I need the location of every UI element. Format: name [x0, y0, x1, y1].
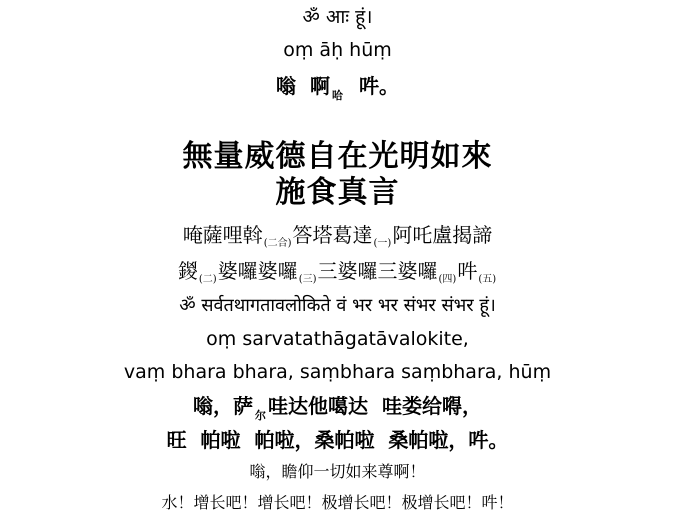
mantra-traditional-line-1	[0, 225, 675, 249]
translation-line-2: 水！增长吧！增长吧！极增长吧！极增长吧！吽！	[161, 493, 514, 512]
mantra-transliteration-line-2: vaṃ bhara bhara, saṃbhara saṃbhara, hūṃ	[123, 361, 552, 383]
mantra-text: 婆囉婆囉	[217, 259, 298, 283]
title-line-2: 施食真言	[275, 175, 400, 210]
mantra-text: 鍐	[177, 259, 198, 283]
mantra-text: 吽	[457, 259, 478, 283]
mantra-note: (二)	[198, 274, 217, 285]
mantra-devanagari: ॐ सर्वतथागतावलोकिते वं भर भर संभर संभर हूं।	[179, 295, 496, 316]
mantra-text: 嗡，萨	[193, 394, 254, 418]
title-line-1: 無量威德自在光明如來	[182, 139, 493, 174]
mantra-simplified-line-1	[0, 396, 675, 421]
mantra-note: 尔	[255, 409, 267, 422]
mantra-note: (二合)	[263, 238, 292, 249]
mantra-note: (三)	[298, 274, 317, 285]
mantra-text: 阿吒盧揭諦	[392, 223, 493, 247]
intro-devanagari: ॐ आः हूं।	[302, 6, 373, 28]
mantra-text: 哇达他噶达 哇娄给嘚，	[268, 394, 482, 418]
mantra-text: 三婆囉三婆囉	[317, 259, 438, 283]
mantra-note: (五)	[478, 274, 497, 285]
intro-chinese-note: 哈	[332, 89, 343, 102]
intro-chinese-part: 啊	[310, 74, 330, 98]
mantra-note: (一)	[373, 238, 392, 249]
mantra-transliteration-line-1: oṃ sarvatathāgatāvalokite,	[206, 328, 469, 350]
intro-chinese-part: 吽。	[359, 74, 399, 98]
mantra-note: (四)	[438, 274, 457, 285]
mantra-text: 唵薩哩斡	[182, 223, 263, 247]
intro-chinese-part: 嗡	[276, 74, 296, 98]
mantra-traditional-line-2	[0, 261, 675, 285]
translation-line-1: 嗡，瞻仰一切如来尊啊！	[249, 462, 426, 481]
intro-transliteration: oṃ āḥ hūṃ	[283, 39, 392, 61]
mantra-text: 答塔葛達	[292, 223, 373, 247]
intro-chinese	[0, 76, 675, 101]
mantra-simplified-line-2: 旺 帕啦 帕啦，桑帕啦 桑帕啦，吽。	[166, 428, 509, 452]
